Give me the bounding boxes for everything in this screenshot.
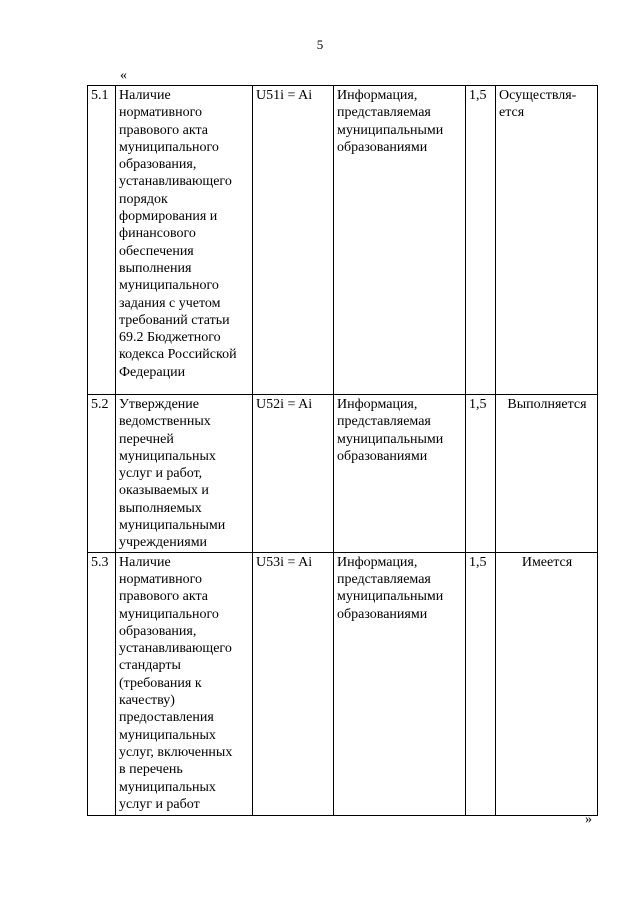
table-row xyxy=(88,86,598,395)
opening-quote-mark: « xyxy=(120,68,127,83)
indicator-name-cell xyxy=(116,552,253,815)
indicator-name: Утверждение ведомственных перечней муниципальных услуг и работ, оказываемых и выполняемых муниципальными учреждениями xyxy=(119,397,226,551)
indicator-name-cell xyxy=(116,86,253,395)
weight-cell xyxy=(466,552,496,815)
data-source-cell xyxy=(334,86,466,395)
formula: U52i = Ai xyxy=(256,397,313,412)
indicator-name: Наличие нормативного правового акта муниципального образования, устанавливающего стандарты (требования к качеству) предоставления муниципальных услуг, включенных в перечень муниципальных услуг и работ xyxy=(119,554,233,812)
status-cell xyxy=(496,86,598,395)
data-source-cell xyxy=(334,395,466,553)
weight-cell xyxy=(466,86,496,395)
formula: U53i = Ai xyxy=(256,554,313,570)
formula-cell xyxy=(253,395,334,553)
table-row xyxy=(88,395,598,553)
closing-quote-mark: » xyxy=(585,812,592,827)
weight-value: 1,5 xyxy=(469,554,487,570)
row-number: 5.2 xyxy=(91,397,109,412)
data-source: Информация, представляемая муниципальными образованиями xyxy=(337,554,444,622)
table-row xyxy=(88,552,598,815)
row-number-cell xyxy=(88,552,116,815)
weight-value: 1,5 xyxy=(469,397,487,412)
row-number-cell xyxy=(88,395,116,553)
indicators-table xyxy=(87,85,598,816)
page-number: 5 xyxy=(316,37,324,52)
weight-value: 1,5 xyxy=(469,88,487,103)
status-value: Осуществля- ется xyxy=(499,88,577,121)
data-source: Информация, представляемая муниципальными образованиями xyxy=(337,88,444,155)
status-cell xyxy=(496,395,598,553)
indicator-name-cell xyxy=(116,395,253,553)
status-value: Имеется xyxy=(521,554,573,570)
status-cell xyxy=(496,552,598,815)
formula: U51i = Ai xyxy=(256,88,313,103)
row-number-cell xyxy=(88,86,116,395)
row-number: 5.1 xyxy=(91,88,109,103)
formula-cell xyxy=(253,552,334,815)
formula-cell xyxy=(253,86,334,395)
status-value: Выполняется xyxy=(507,397,587,412)
data-source: Информация, представляемая муниципальными образованиями xyxy=(337,397,444,464)
weight-cell xyxy=(466,395,496,553)
data-source-cell xyxy=(334,552,466,815)
indicator-name: Наличие нормативного правового акта муниципального образования, устанавливающего порядок формирования и финансового обеспечения выполнения муниципального задания с учетом требований статьи 69.2 Бюджетного кодекса Российской Федерации xyxy=(119,88,237,380)
row-number: 5.3 xyxy=(91,554,109,570)
